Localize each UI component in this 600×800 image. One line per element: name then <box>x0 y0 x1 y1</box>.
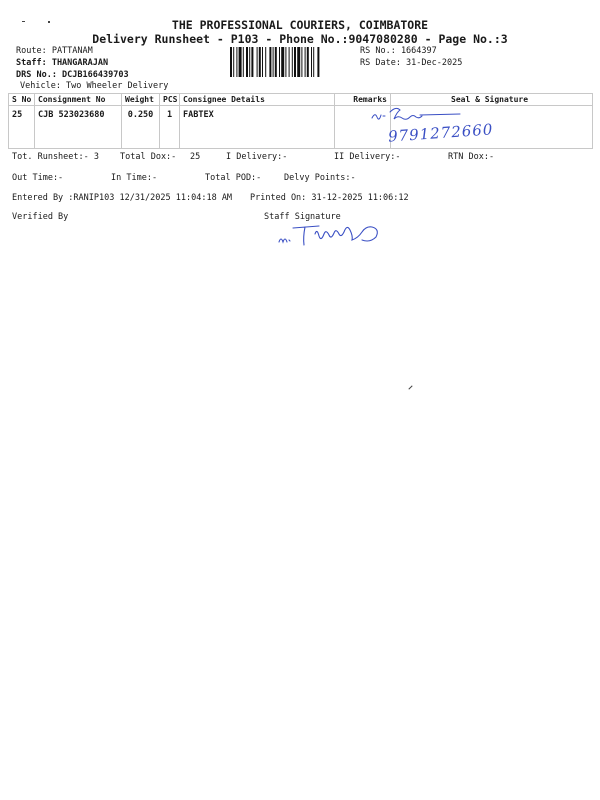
vehicle-label: Vehicle: Two Wheeler Delivery <box>20 81 169 91</box>
rs-number: RS No.: 1664397 <box>360 46 437 56</box>
cell-weight: 0.250 <box>122 106 160 149</box>
runsheet-subtitle: Delivery Runsheet - P103 - Phone No.:9047080280 - Page No.:3 <box>92 32 508 46</box>
col-header-seal: Seal & Signature <box>391 94 593 106</box>
table-row <box>9 106 593 149</box>
table-header-row <box>9 94 593 106</box>
in-time: In Time:- <box>111 173 158 183</box>
rs-date: RS Date: 31-Dec-2025 <box>360 58 463 68</box>
scan-speck <box>48 21 50 23</box>
drs-number: DRS No.: DCJB166439703 <box>16 70 129 80</box>
barcode-image <box>230 47 357 77</box>
i-delivery: I Delivery:- <box>226 152 288 162</box>
staff-signature-image <box>275 220 400 252</box>
staff-label: Staff: THANGARAJAN <box>16 58 109 68</box>
rtn-dox: RTN Dox:- <box>448 152 495 162</box>
total-dox-value: 25 <box>190 152 201 162</box>
cell-pcs: 1 <box>160 106 180 149</box>
out-time: Out Time:- <box>12 173 64 183</box>
scan-speck <box>408 385 412 389</box>
col-header-weight: Weight <box>122 94 160 106</box>
cell-sno: 25 <box>9 106 35 149</box>
tot-runsheet: Tot. Runsheet:- 3 <box>12 152 99 162</box>
col-header-remarks: Remarks <box>335 94 391 106</box>
cell-consignee: FABTEX <box>180 106 335 149</box>
route-label: Route: PATTANAM <box>16 46 93 56</box>
col-header-sno: S No <box>9 94 35 106</box>
ii-delivery: II Delivery:- <box>334 152 401 162</box>
delivery-table <box>8 93 593 149</box>
verified-by: Verified By <box>12 212 69 222</box>
printed-on: Printed On: 31-12-2025 11:06:12 <box>250 193 409 203</box>
delvy-points: Delvy Points:- <box>284 173 356 183</box>
handwritten-phone: 9791272660 <box>387 120 494 146</box>
total-pod: Total POD:- <box>205 173 262 183</box>
scan-speck <box>22 21 25 22</box>
col-header-pcs: PCS <box>160 94 180 106</box>
total-dox-label: Total Dox:- <box>120 152 177 162</box>
staff-signature-label: Staff Signature <box>264 212 341 222</box>
entered-by: Entered By :RANIP103 12/31/2025 11:04:18 AM <box>12 193 233 203</box>
col-header-consignment: Consignment No <box>35 94 122 106</box>
cell-consignment: CJB 523023680 <box>35 106 122 149</box>
company-title: THE PROFESSIONAL COURIERS, COIMBATORE <box>171 18 429 32</box>
col-header-consignee: Consignee Details <box>180 94 335 106</box>
